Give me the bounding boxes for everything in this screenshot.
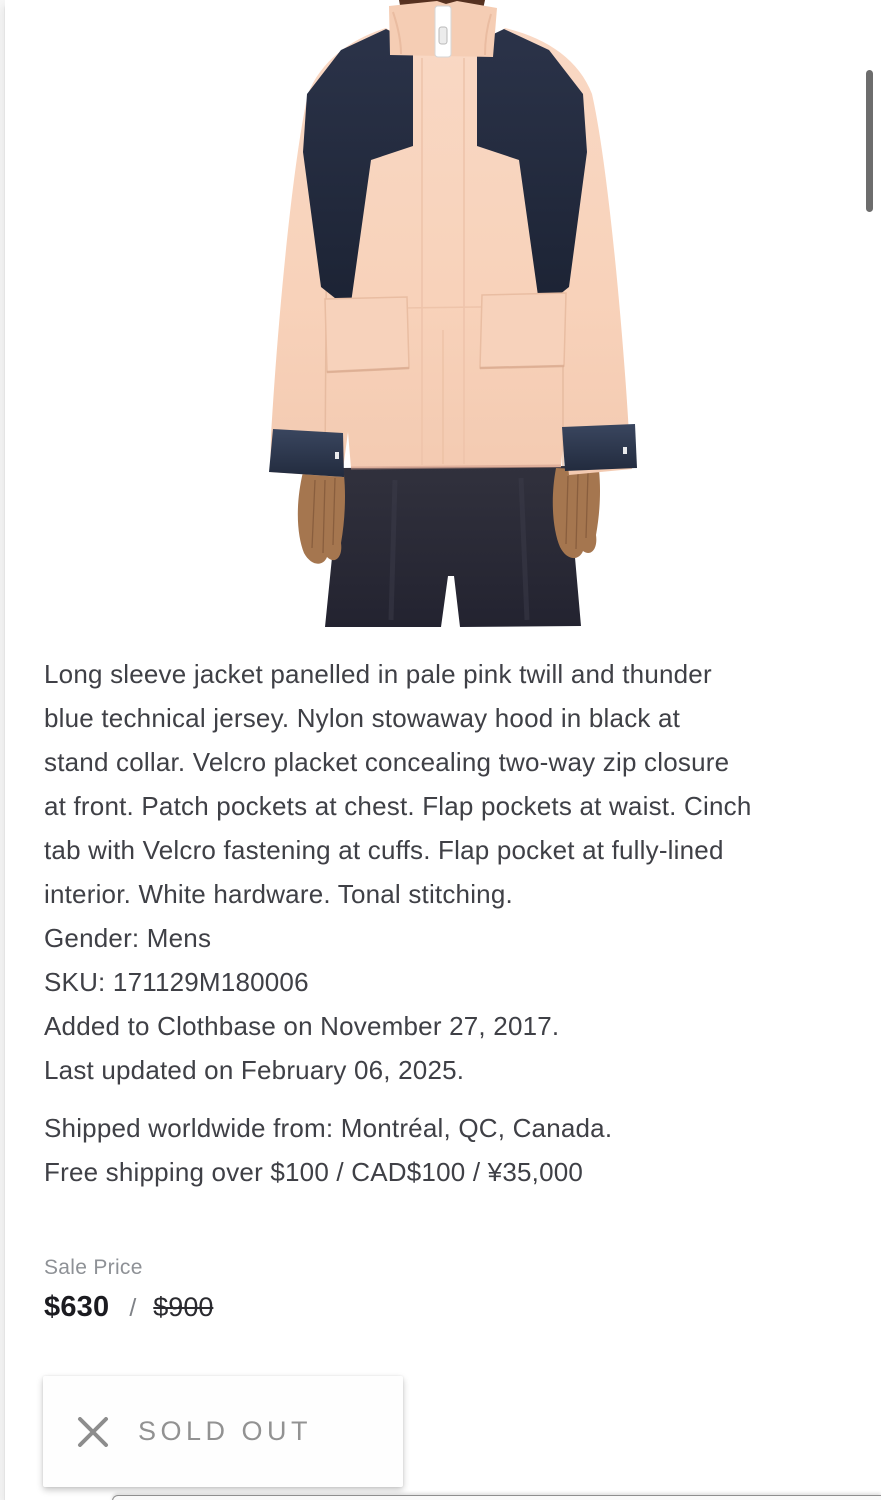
product-sku: SKU: 171129M180006	[44, 967, 309, 997]
shipping-origin: Shipped worldwide from: Montréal, QC, Canada.	[44, 1113, 613, 1143]
sold-out-label: SOLD OUT	[138, 1416, 313, 1446]
content-card	[4, 0, 881, 1500]
original-price-value: $900	[153, 1292, 214, 1322]
product-gender: Gender: Mens	[44, 923, 212, 953]
product-description	[44, 652, 844, 1092]
price-separator: /	[129, 1294, 137, 1322]
sale-price-value: $630	[44, 1291, 110, 1323]
description-line: at front. Patch pockets at chest. Flap pockets at waist. Cinch	[44, 791, 752, 821]
next-section-edge	[112, 1495, 881, 1500]
sale-price-label: Sale Price	[44, 1256, 143, 1279]
shipping-info	[44, 1106, 844, 1194]
x-close-icon	[77, 1417, 109, 1447]
shipping-free-threshold: Free shipping over $100 / CAD$100 / ¥35,000	[44, 1157, 584, 1187]
description-line: Long sleeve jacket panelled in pale pink twill and thunder	[44, 659, 712, 689]
sold-out-button[interactable]	[43, 1376, 403, 1487]
scrollbar-thumb[interactable]	[866, 70, 873, 212]
model-photo-illustration	[5, 0, 881, 632]
product-added-date: Added to Clothbase on November 27, 2017.	[44, 1011, 560, 1041]
description-line: stand collar. Velcro placket concealing two-way zip closure	[44, 747, 730, 777]
pricing-section	[44, 1256, 213, 1324]
description-line: interior. White hardware. Tonal stitching.	[44, 879, 513, 909]
description-line: tab with Velcro fastening at cuffs. Flap pocket at fully-lined	[44, 835, 724, 865]
jacket-zipper	[435, 6, 451, 57]
product-photo	[5, 0, 881, 632]
description-line: blue technical jersey. Nylon stowaway hood in black at	[44, 703, 681, 733]
price-row	[44, 1291, 213, 1324]
product-updated-date: Last updated on February 06, 2025.	[44, 1055, 465, 1085]
